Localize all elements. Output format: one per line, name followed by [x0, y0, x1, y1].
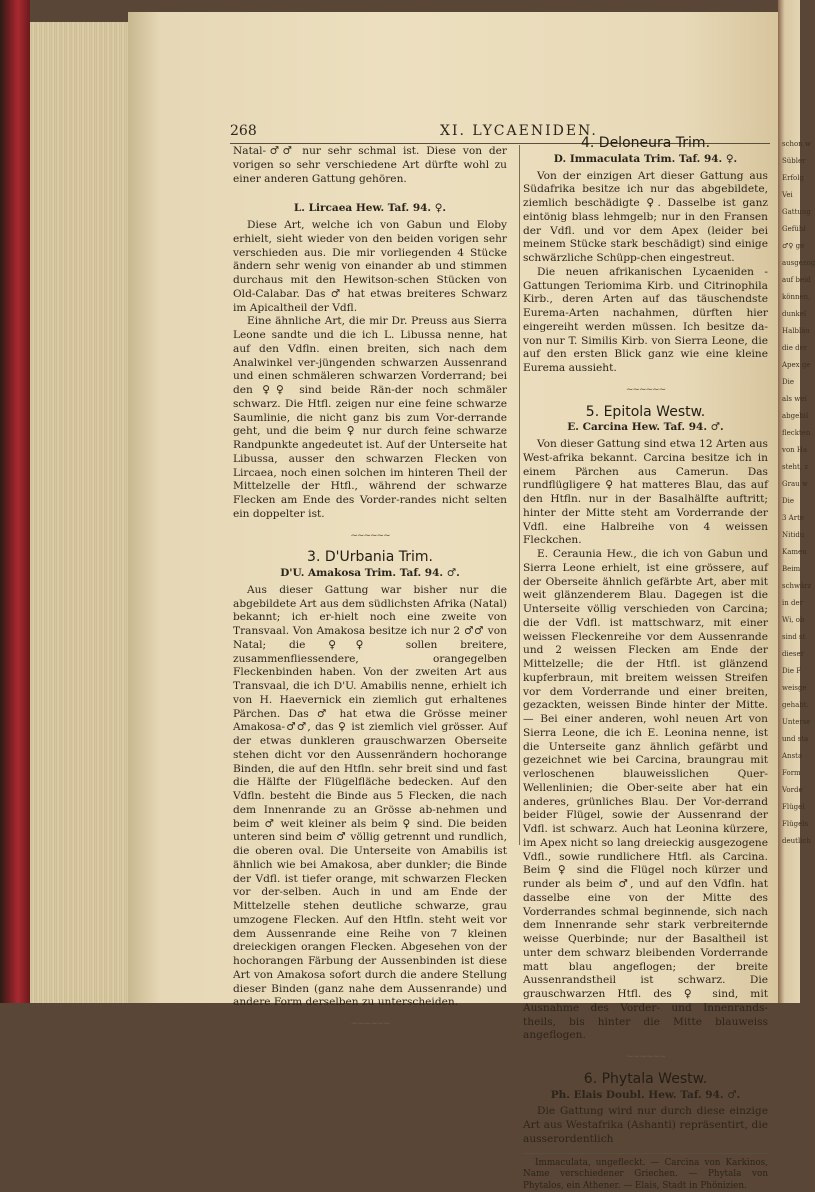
- facing-page-edge: [778, 0, 800, 1003]
- facing-page-fragment: schwärz: [782, 582, 811, 590]
- species-heading: D. Immaculata Trim. Taf. 94. ♀.: [523, 153, 768, 167]
- ornament: ~~~~~~: [523, 1051, 768, 1065]
- page-number: 268: [230, 123, 257, 139]
- facing-page-fragment: Ansta: [782, 752, 802, 760]
- ornament: ~~~~~~: [233, 530, 507, 544]
- facing-page-fragment: können,: [782, 293, 810, 301]
- facing-page-fragment: Gattung: [782, 208, 811, 216]
- genus-heading: 4. Deloneura Trim.: [523, 137, 768, 151]
- footnote-text: Immaculata, ungefleckt. — Carcina von Karkinos, Name verschiedener Griechen. — Phytala von Phytalos, ein Athener. — Elais, Stadt in Phönizien.: [523, 1158, 768, 1192]
- species-heading: E. Carcina Hew. Taf. 94. ♂.: [523, 421, 768, 435]
- column-divider: [519, 145, 520, 845]
- facing-page-fragment: fleckten: [782, 429, 810, 437]
- paragraph: Von der einzigen Art dieser Gattung aus Südafrika besitze ich nur das abgebildete, ziemlich beschädigte ♀. Dasselbe ist ganz eintönig blass lehmgelb; nur in den Fransen der Vdfl. und vor dem Apex (leider bei meinem Stücke stark beschädigt) sind einige schwärzliche Schüpp-chen eingestreut.: [523, 170, 768, 266]
- species-heading: L. Lircaea Hew. Taf. 94. ♀.: [233, 202, 507, 216]
- book-binding: [0, 0, 30, 1003]
- facing-page-fragment: dunkel: [782, 310, 806, 318]
- facing-page-fragment: Sübler: [782, 157, 806, 165]
- facing-page-fragment: sind st: [782, 633, 805, 641]
- facing-page-fragment: Apex ge: [782, 361, 810, 369]
- left-column: [233, 145, 507, 1040]
- facing-page-fragment: Halbläu: [782, 327, 810, 335]
- facing-page-fragment: schon w: [782, 140, 811, 148]
- paragraph: Die Gattung wird nur durch diese einzige Art aus Westafrika (Ashanti) repräsentirt, die ausserordentlich: [523, 1105, 768, 1146]
- facing-page-fragment: Vorde: [782, 786, 803, 794]
- facing-page-fragment: Gefühl: [782, 225, 806, 233]
- facing-page-fragment: Die: [782, 497, 794, 505]
- facing-page-fragment: Die: [782, 378, 794, 386]
- facing-page-fragment: gehabt.: [782, 701, 809, 709]
- genus-heading: 6. Phytala Westw.: [523, 1073, 768, 1087]
- facing-page-fragment: von Ha: [782, 446, 807, 454]
- facing-page-fragment: in der: [782, 599, 803, 607]
- facing-page-fragment: Erfolg: [782, 174, 804, 182]
- facing-page-fragment: die der: [782, 344, 807, 352]
- facing-page-fragment: Beim: [782, 565, 800, 573]
- paragraph: Die neuen afrikanischen Lycaeniden - Gattungen Teriomima Kirb. und Citrinophila Kirb., deren Arten auf das täuschendste Eurema-Arten nachahmen, dürften hier eingereiht werden müssen. Ich besitze da-von nur T. Similis Kirb. von Sierra Leone, die auf den ersten Blick ganz wie eine kleine Eurema aussieht.: [523, 266, 768, 376]
- genus-heading: 5. Epitola Westw.: [523, 406, 768, 420]
- paragraph: Diese Art, welche ich von Gabun und Eloby erhielt, sieht wieder von den beiden vorigen sehr verschieden aus. Die mir vorliegenden 4 Stücke ändern sehr wenig von einander ab und stimmen durchaus mit den Hewitson-schen Stücken von Old-Calabar. Das ♂ hat etwas breiteres Schwarz im Apicaltheil der Vdfl.: [233, 219, 507, 315]
- facing-page-fragment: Die F: [782, 667, 801, 675]
- facing-page-fragment: Nitidu: [782, 531, 804, 539]
- paragraph: Eine ähnliche Art, die mir Dr. Preuss aus Sierra Leone sandte und die ich L. Libussa nenne, hat auf den Vdfln. einen breiten, sich nach dem Analwinkel ver-jüngenden schwarzen Aussenrand und einen schmäleren schwarzen Vorderrand; bei den ♀♀ sind beide Rän-der noch schmäler schwarz. Die Htfl. zeigen nur eine feine schwarze Saumlinie, die nicht ganz bis zum Vor-derrande geht, und die beim ♀ nur durch feine schwarze Randpunkte angedeutet ist. Auf der Unterseite hat Libussa, ausser den schwarzen Flecken von Lircaea, noch einen solchen im hinteren Theil der Mittelzelle der Htfl., während der schwarze Flecken am Ende des Vorder-randes nicht selten ein doppelter ist.: [233, 315, 507, 521]
- paragraph: E. Ceraunia Hew., die ich von Gabun und Sierra Leone erhielt, ist eine grössere, auf der Oberseite ähnlich gefärbte Art, aber mit weit glänzenderem Blau. Dagegen ist die Unterseite völlig verschieden von Carcina; die der Vdfl. ist mattschwarz, mit einer weissen Fleckenreihe vor dem Aussenrande und 2 weissen Flecken am Ende der Mittelzelle; die der Htfl. ist glänzend kupferbraun, mit breitem weissen Streifen vor dem Vorderrande und einer breiten, gezackten, weissen Binde hinter der Mitte. — Bei einer anderen, wohl neuen Art von Sierra Leone, die ich E. Leonina nenne, ist die Unterseite ganz ähnlich gefärbt und gezeichnet wie bei Carcina, braungrau mit verloschenen blauweisslichen Quer-Wellenlinien; die Ober-seite aber hat ein anderes, grünliches Blau. Der Vor-derrand beider Flügel, sowie der Aussenrand der Vdfl. ist schwarz. Auch hat Leonina kürzere, im Apex nicht so lang dreieckig ausgezogene Vdfl., sowie rundlichere Htfl. als Carcina. Beim ♀ sind die Flügel noch kürzer und runder als beim ♂, und auf den Vdfln. hat dasselbe eine von der Mitte des Vorderrandes schmal beginnende, sich nach dem Innenrande sehr stark verbreiternde weisse Querbinde; nur der Basaltheil ist unter dem schwarz bleibenden Vorderrande matt blau angeflogen; der breite Aussenrandstheil ist schwarz. Die grauschwarzen Htfl. des ♀ sind, mit Ausnahme des Vorder- und Innenrands-theils, bis hinter die Mitte blauweiss angeflogen.: [523, 548, 768, 1043]
- facing-page-fragment: deutlich: [782, 837, 811, 845]
- page-edges: [30, 22, 140, 1003]
- facing-page-fragment: als wei: [782, 395, 807, 403]
- paragraph: Natal-♂♂ nur sehr schmal ist. Diese von der vorigen so sehr verschiedene Art dürfte wohl zu einer anderen Gattung gehören.: [233, 145, 507, 186]
- facing-page-fragment: ♂♀ ge: [782, 242, 804, 250]
- facing-page-fragment: abgebil: [782, 412, 808, 420]
- species-heading: Ph. Elais Doubl. Hew. Taf. 94. ♂.: [523, 1089, 768, 1103]
- facing-page-fragment: dieser: [782, 650, 804, 658]
- facing-page-fragment: Flügels: [782, 820, 808, 828]
- ornament: ~~~~~~: [523, 384, 768, 398]
- facing-page-fragment: Form: [782, 769, 801, 777]
- paragraph: Aus dieser Gattung war bisher nur die abgebildete Art aus dem südlichsten Afrika (Natal) bekannt; ich er-hielt noch eine zweite von Transvaal. Von Amakosa besitze ich nur 2 ♂♂ von Natal; die ♀♀ sollen breitere, zusammenfliessendere, orangegelben Fleckenbinden haben. Von der zweiten Art aus Transvaal, die ich D'U. Amabilis nenne, erhielt ich von H. Haevernick ein ziemlich gut erhaltenes Pärchen. Das ♂ hat etwa die Grösse meiner Amakosa-♂♂, das ♀ ist ziemlich viel grösser. Auf der etwas dunkleren grauschwarzen Oberseite stehen dicht vor den Aussenrändern hochorange Binden, die auf den Htfln. sehr breit sind und fast die Hälfte der Flügelfläche bedecken. Auf den Vdfln. besteht die Binde aus 5 Flecken, die nach dem Innenrande zu an Grösse ab-nehmen und beim ♂ weit kleiner als beim ♀ sind. Die beiden unteren sind beim ♂ völlig getrennt und rundlich, die oberen oval. Die Unterseite von Amabilis ist ähnlich wie bei Amakosa, aber dunkler; die Binde der Vdfl. ist tiefer orange, mit schwarzen Flecken vor der-selben. Auch in und am Ende der Mittelzelle stehen deutliche schwarze, grau umzogene Flecken. Auf den Htfln. steht weit vor dem Aussenrande eine Reihe von 7 kleinen dreieckigen orangen Flecken. Abgesehen von der hochorangen Färbung der Aussenbinden ist diese Art von Amakosa sofort durch die andere Stellung dieser Binden (ganz nahe dem Aussenrande) und andere Form derselben zu unterscheiden.: [233, 584, 507, 1010]
- species-heading: D'U. Amakosa Trim. Taf. 94. ♂.: [233, 567, 507, 581]
- facing-page-fragment: Unterse: [782, 718, 810, 726]
- facing-page-fragment: Flügel: [782, 803, 804, 811]
- right-column: [523, 145, 768, 1192]
- facing-page-fragment: 3 Arte: [782, 514, 804, 522]
- facing-page-fragment: auf beid: [782, 276, 811, 284]
- paragraph: Von dieser Gattung sind etwa 12 Arten aus West-afrika bekannt. Carcina besitze ich in einem Pärchen aus Camerun. Das rundflügligere ♀ hat matteres Blau, das auf den Htfln. nur in der Basalhälfte auftritt; hinter der Mitte steht am Vorderrande der Vdfl. eine Halbreihe von 4 weissen Fleckchen.: [523, 438, 768, 548]
- running-title: XI. LYCAENIDEN.: [440, 123, 598, 139]
- facing-page-fragment: steht, z: [782, 463, 808, 471]
- genus-heading: 3. D'Urbania Trim.: [233, 551, 507, 565]
- footnote: [523, 1153, 768, 1192]
- facing-page-fragment: weisge: [782, 684, 807, 692]
- facing-page-fragment: Vei: [782, 191, 793, 199]
- facing-page-fragment: Grau w: [782, 480, 808, 488]
- facing-page-fragment: Kamen: [782, 548, 807, 556]
- facing-page-fragment: Wi, ob: [782, 616, 804, 624]
- ornament: ~~~~~~: [233, 1018, 507, 1032]
- facing-page-fragment: und sta: [782, 735, 808, 743]
- facing-page-fragment: ausgezog: [782, 259, 815, 267]
